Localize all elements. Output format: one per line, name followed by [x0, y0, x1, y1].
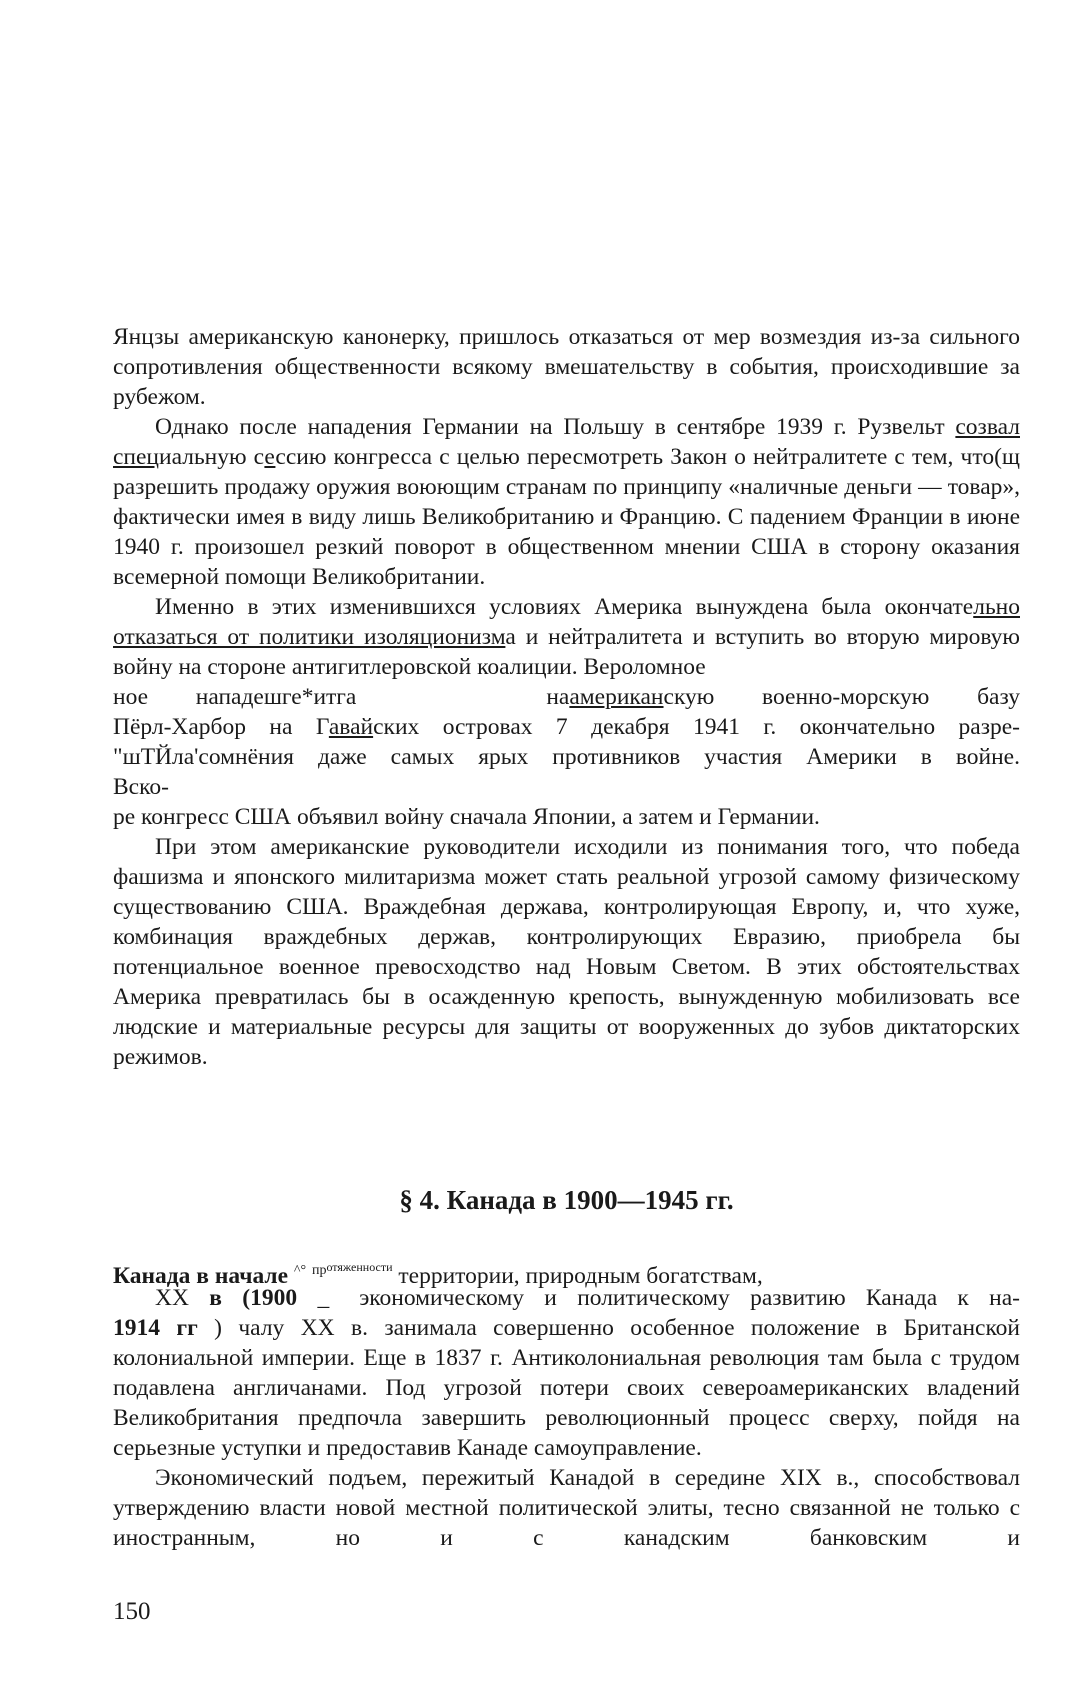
paragraph-canada-status: 1914 гг ) чалу XX в. занимала совершенно особенное положение в Британской колониальной империи. Еще в 1837 г. Антиколониальная революция там была с трудом подавлена англичанами. Под угрозой потери своих североамериканских владений Великобритания предпочла завершить революционный процесс сверху, пойдя на серьезные уступки и предоставив Канаде самоуправление. [113, 1315, 1021, 1461]
section-heading: § 4. Канада в 1900—1945 гг. [399, 1185, 734, 1215]
underlined-text: льно отказаться от политики изоляционизм [113, 594, 1020, 650]
page-number: 150 [113, 1598, 151, 1625]
text-line: ре конгресс США объявил войну сначала Японии, а затем и Германии. [113, 804, 820, 830]
text-block-usa [113, 322, 1020, 1072]
paragraph-threat: При этом американские руководители исходили из понимания того, что победа фашизма и японского милитаризма может стать реальной угрозой самому физическому существованию США. Враждебная держава, контролирующая Европу, и, что хуже, комбинация враждебных держав, контролирующих Евразию, приобрела бы потенциальное военное превосходство над Новым Светом. В этих обстоятельствах Америка превратилась бы в осажденную крепость, вынужденную мобилизовать все людские и материальные ресурсы для защиты от вооруженных до зубов диктаторских режимов. [113, 834, 1020, 1070]
paragraph-continuation: Янцзы американскую канонерку, пришлось отказаться от мер возмездия из-за сильного сопротивления общественности всякому вмешательству в события, происходившие за рубежом. [113, 324, 1020, 410]
side-heading-row: Канада в начале ^° $^{протяженности}$ территории, природным богатствам, [113, 1260, 763, 1289]
text-line: Вско- [113, 774, 169, 800]
paragraph-economy: Экономический подъем, пережитый Канадой в середине XIX в., способствовал утверждению власти новой местной политической элиты, тесно связанной не только с иностранным, но и с канадским банковским и [113, 1465, 1020, 1551]
paragraph-isolationism: Именно в этих изменившихся условиях Америка вынуждена была окончательно отказаться от политики изоляционизма и нейтралитета и вступить во вторую мировую войну на стороне антигитлеровской коалиции. Вероломное [113, 594, 1020, 680]
text-block-canada [113, 1283, 1020, 1553]
text-line: Пёрл-Харбор на Гавайских островах 7 декабря 1941 г. окончательно разре- [113, 714, 1020, 740]
underlined-text: созвал спец [113, 414, 1020, 470]
garbled-line: ное нападешге*итга наамериканскую военно-морскую базу [113, 684, 1020, 710]
underlined-text: е [264, 444, 276, 470]
side-heading: Канада в начале [113, 1263, 289, 1289]
garbled-line: "шТЙла'сомнёния даже самых ярых противников участия Америки в войне. [113, 744, 1020, 770]
paragraph-neutrality: Однако после нападения Германии на Польшу в сентябре 1939 г. Рузвельт созвал специальную сессию конгресса с целью пересмотреть Закон о нейтралитете с тем, что(щ разрешить продажу оружия воюющим странам по принципу «наличные деньги — товар», фактически имея в виду лишь Великобританию и Францию. С падением Франции в июне 1940 г. произошел резкий поворот в общественном мнении США в сторону оказания всемерной помощи Великобритании. [113, 414, 1020, 590]
text-line: XX в (1900 _ экономическому и политическому развитию Канада к на- [155, 1285, 1021, 1311]
